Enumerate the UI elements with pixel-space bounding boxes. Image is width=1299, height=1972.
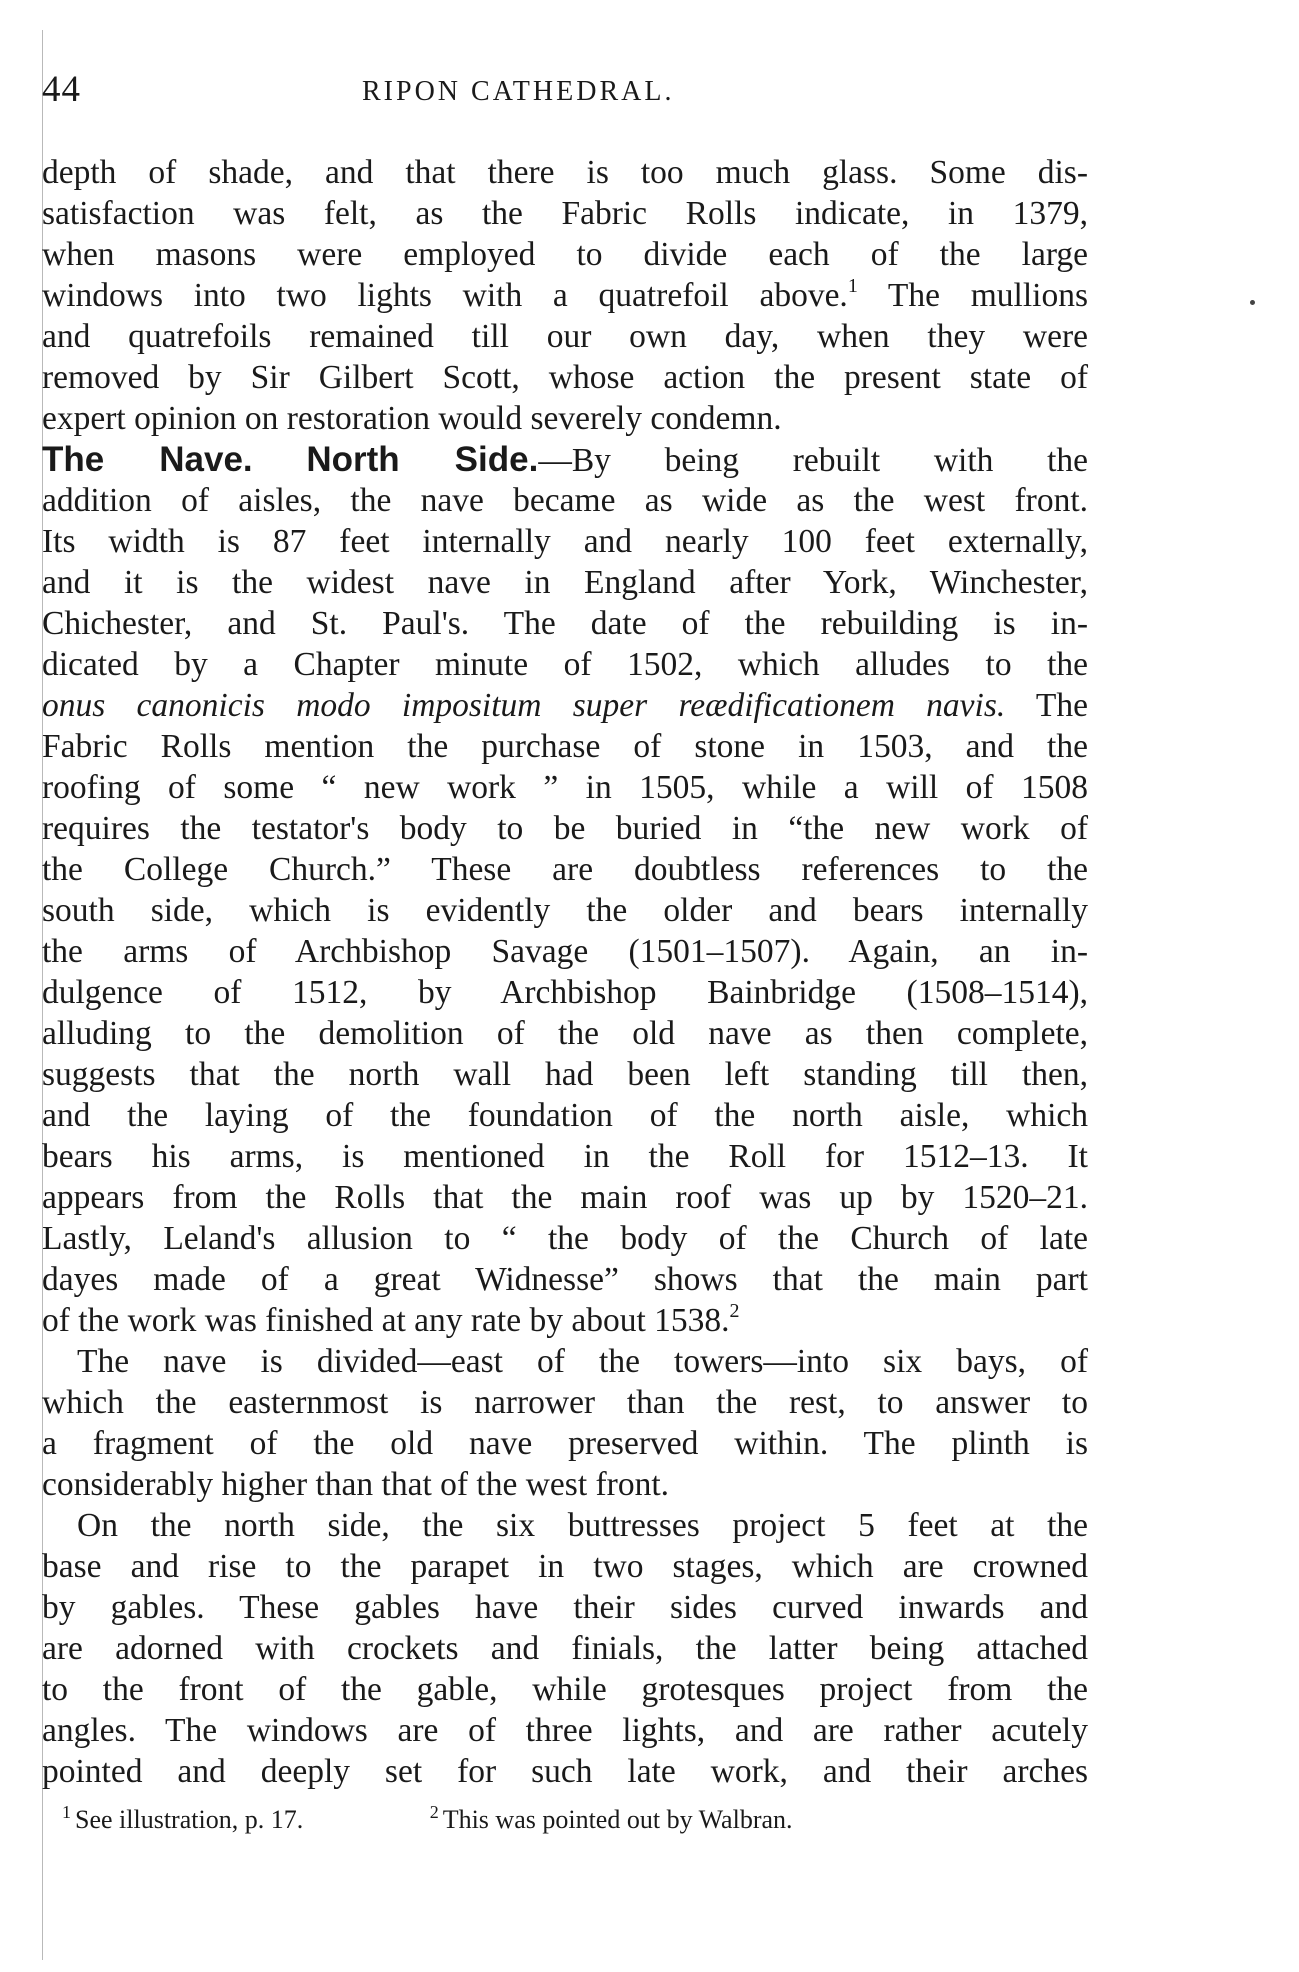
footnote-ref: 1	[847, 275, 858, 297]
text-line: are adorned with crockets and finials, the latter being attached	[42, 1630, 1088, 1667]
text-line: roofing of some “ new work ” in 1505, while a will of 1508	[42, 769, 1088, 806]
text-fragment: The	[1005, 687, 1088, 724]
text-line	[42, 685, 1088, 726]
text-line: dicated by a Chapter minute of 1502, which alludes to the	[42, 646, 1088, 683]
footnote-mark: 2	[429, 1802, 439, 1822]
section-heading-line	[42, 439, 1088, 480]
text-line	[42, 1300, 1088, 1341]
text-line: suggests that the north wall had been left standing till then,	[42, 1056, 1088, 1093]
scan-speck	[1250, 300, 1255, 305]
text-line: Fabric Rolls mention the purchase of stone in 1503, and the	[42, 728, 1088, 765]
footnote-text: See illustration, p. 17.	[75, 1805, 304, 1834]
text-line	[42, 275, 1088, 316]
text-line: requires the testator's body to be buried in “the new work of	[42, 810, 1088, 847]
footnote-1	[62, 1794, 303, 1838]
text-fragment: —By being rebuilt with the	[538, 442, 1088, 479]
text-line: Chichester, and St. Paul's. The date of the rebuilding is in-	[42, 605, 1088, 642]
text-line: the arms of Archbishop Savage (1501–1507). Again, an in-	[42, 933, 1088, 970]
footnote-ref: 2	[729, 1300, 740, 1322]
text-fragment: The mullions	[857, 277, 1088, 314]
text-fragment: of the work was finished at any rate by about 1538.	[42, 1302, 730, 1339]
text-line: and it is the widest nave in England after York, Winchester,	[42, 564, 1088, 601]
footnote-mark: 1	[62, 1802, 71, 1822]
text-line: which the easternmost is narrower than the rest, to answer to	[42, 1384, 1088, 1421]
text-line: satisfaction was felt, as the Fabric Rolls indicate, in 1379,	[42, 195, 1088, 232]
text-line: dulgence of 1512, by Archbishop Bainbridge (1508–1514),	[42, 974, 1088, 1011]
running-title: RIPON CATHEDRAL.	[362, 76, 675, 107]
footnotes	[62, 1794, 1062, 1838]
text-line: alluding to the demolition of the old nave as then complete,	[42, 1015, 1088, 1052]
footnote-2	[430, 1794, 793, 1838]
text-line: when masons were employed to divide each of the large	[42, 236, 1088, 273]
text-line: appears from the Rolls that the main roof was up by 1520–21.	[42, 1179, 1088, 1216]
heading-the-nave: The Nave.	[42, 440, 253, 479]
text-line: and quatrefoils remained till our own day, when they were	[42, 318, 1088, 355]
text-line: On the north side, the six buttresses project 5 feet at the	[77, 1507, 1088, 1544]
text-line: pointed and deeply set for such late work, and their arches	[42, 1753, 1088, 1790]
footnote-text: This was pointed out by Walbran.	[442, 1805, 793, 1834]
text-line: a fragment of the old nave preserved within. The plinth is	[42, 1425, 1088, 1462]
text-line: to the front of the gable, while grotesques project from the	[42, 1671, 1088, 1708]
text-line: considerably higher than that of the west front.	[42, 1466, 670, 1503]
text-line: by gables. These gables have their sides curved inwards and	[42, 1589, 1088, 1626]
text-line: angles. The windows are of three lights, and are rather acutely	[42, 1712, 1088, 1749]
text-line: removed by Sir Gilbert Scott, whose action the present state of	[42, 359, 1088, 396]
text-line: south side, which is evidently the older and bears internally	[42, 892, 1088, 929]
text-line: The nave is divided—east of the towers—into six bays, of	[77, 1343, 1088, 1380]
body-text	[42, 152, 1088, 1792]
text-line: base and rise to the parapet in two stages, which are crowned	[42, 1548, 1088, 1585]
page-number: 44	[42, 69, 81, 110]
text-line: depth of shade, and that there is too much glass. Some dis-	[42, 154, 1088, 191]
text-line: Its width is 87 feet internally and nearly 100 feet externally,	[42, 523, 1088, 560]
text-line: Lastly, Leland's allusion to “ the body of the Church of late	[42, 1220, 1088, 1257]
text-line: and the laying of the foundation of the north aisle, which	[42, 1097, 1088, 1134]
text-line: the College Church.” These are doubtless references to the	[42, 851, 1088, 888]
text-line: bears his arms, is mentioned in the Roll for 1512–13. It	[42, 1138, 1088, 1175]
latin-quotation: onus canonicis modo impositum super reædificationem navis.	[42, 687, 1006, 724]
text-line: addition of aisles, the nave became as wide as the west front.	[42, 482, 1088, 519]
text-fragment: windows into two lights with a quatrefoil above.	[42, 277, 848, 314]
text-line: expert opinion on restoration would severely condemn.	[42, 400, 782, 437]
text-line: dayes made of a great Widnesse” shows that the main part	[42, 1261, 1088, 1298]
heading-north-side: North Side.	[306, 440, 539, 479]
page-header	[42, 68, 1092, 118]
